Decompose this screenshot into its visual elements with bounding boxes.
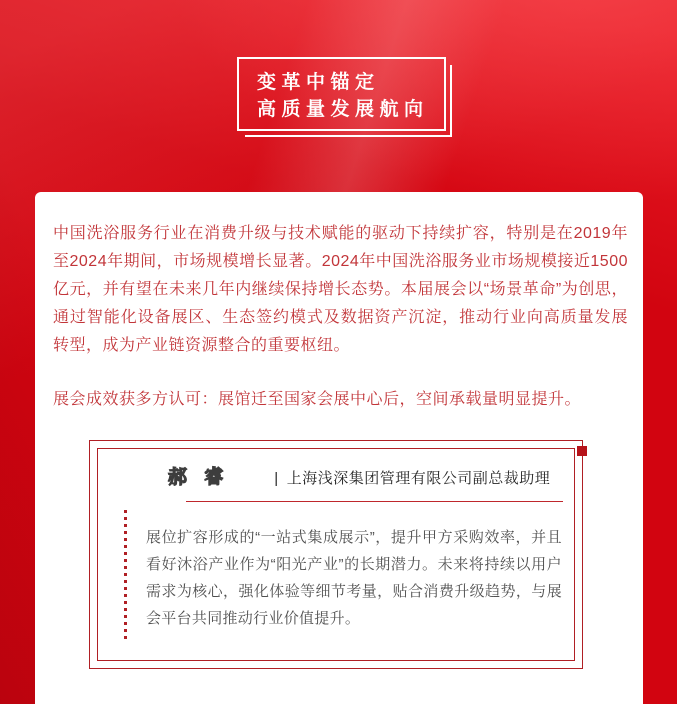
quote-card-inner xyxy=(97,448,575,661)
paragraph-recognition: 展会成效获多方认可：展馆迁至国家会展中心后，空间承载量明显提升。 xyxy=(53,391,582,408)
quote-header xyxy=(98,449,574,493)
content-card xyxy=(35,192,643,704)
hero-title-line2: 高质量发展航向 xyxy=(257,99,429,120)
paragraph-market-growth: 中国洗浴服务行业在消费升级与技术赋能的驱动下持续扩容，特别是在2019年至2024年期间，市场规模增长显著。2024年中国洗浴服务业市场规模接近1500亿元，并有望在未来几年内继续保持增长态势。本届展会以“场景革命”为创思，通过智能化设备展区、生态签约模式及数据资产沉淀，推动行业向高质量发展转型，成为产业链资源整合的重要枢纽。 xyxy=(53,225,628,354)
hero-title-box xyxy=(237,57,446,131)
quote-body xyxy=(124,524,562,632)
separator-bar: | xyxy=(274,470,279,487)
hero-title xyxy=(239,59,444,123)
hero-banner xyxy=(0,0,677,192)
speaker-title-text: 上海浅深集团管理有限公司副总裁助理 xyxy=(286,470,551,487)
hero-title-line1: 变革中锚定 xyxy=(257,72,380,93)
speaker-title xyxy=(274,465,550,493)
header-underline xyxy=(186,501,563,502)
corner-square-accent xyxy=(577,446,587,456)
quote-card xyxy=(89,440,583,669)
speaker-name: 郝 睿 xyxy=(168,467,230,488)
quote-text: 展位扩容形成的“一站式集成展示”，提升甲方采购效率，并且看好沐浴产业作为“阳光产业”的长期潜力。未来将持续以用户需求为核心，强化体验等细节考量，贴合消费升级趋势，与展会平台共同推动行业价值提升。 xyxy=(146,529,562,627)
